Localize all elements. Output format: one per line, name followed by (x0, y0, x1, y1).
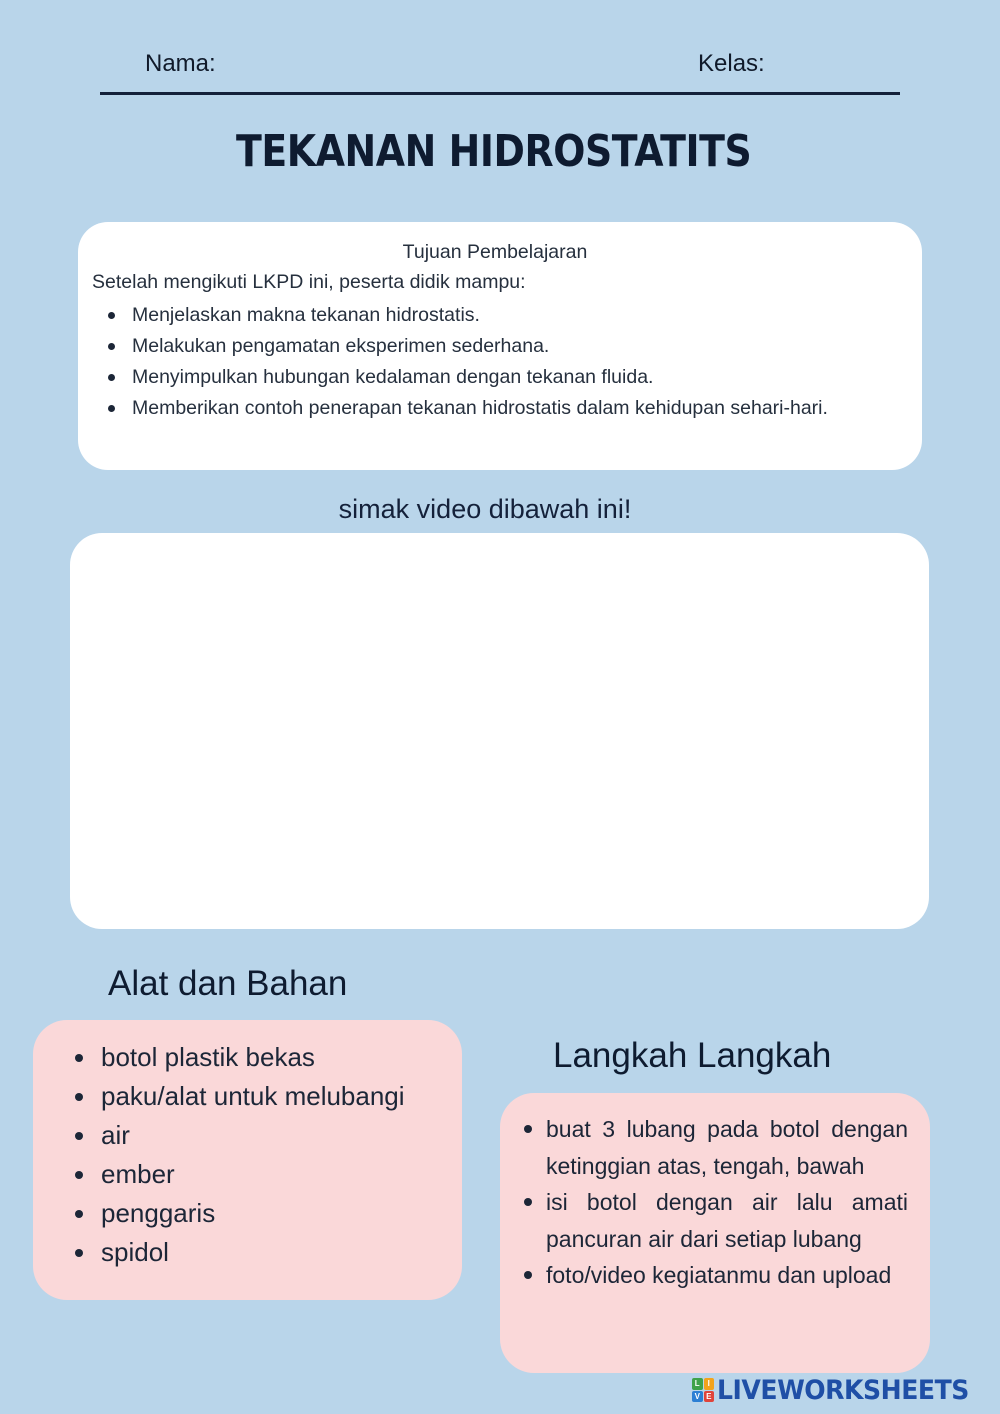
material-item: ember (101, 1155, 452, 1194)
name-label: Nama: (145, 50, 216, 77)
step-item: isi botol dengan air lalu amati pancuran air dari setiap lubang (546, 1184, 908, 1257)
class-label: Kelas: (698, 50, 765, 77)
liveworksheets-brand[interactable] (692, 1374, 988, 1406)
objectives-list (92, 300, 898, 424)
logo-cell: I (704, 1378, 715, 1390)
step-item: buat 3 lubang pada botol dengan ketinggian atas, tengah, bawah (546, 1111, 908, 1184)
objective-item: Menyimpulkan hubungan kedalaman dengan tekanan fluida. (132, 362, 898, 393)
logo-cell: E (704, 1391, 715, 1403)
materials-title: Alat dan Bahan (108, 964, 348, 1003)
steps-list (516, 1111, 908, 1294)
brand-name: LIVEWORKSHEETS (717, 1374, 969, 1406)
name-class-line (100, 92, 900, 95)
material-item: air (101, 1116, 452, 1155)
step-item: foto/video kegiatanmu dan upload (546, 1257, 908, 1294)
objectives-intro: Setelah mengikuti LKPD ini, peserta didik mampu: (92, 271, 526, 293)
materials-card (33, 1020, 462, 1300)
objectives-heading: Tujuan Pembelajaran (402, 241, 588, 263)
video-embed-area[interactable] (70, 533, 929, 929)
objective-item: Menjelaskan makna tekanan hidrostatis. (132, 300, 898, 331)
material-item: paku/alat untuk melubangi (101, 1077, 452, 1116)
liveworksheets-logo-icon (692, 1378, 714, 1402)
material-item: spidol (101, 1233, 452, 1272)
steps-card (500, 1093, 930, 1373)
material-item: botol plastik bekas (101, 1038, 452, 1077)
steps-title: Langkah Langkah (553, 1036, 832, 1075)
video-caption: simak video dibawah ini! (338, 494, 632, 524)
objectives-card (78, 222, 922, 470)
objective-item: Melakukan pengamatan eksperimen sederhana. (132, 331, 898, 362)
material-item: penggaris (101, 1194, 452, 1233)
materials-list (61, 1038, 452, 1272)
logo-cell: V (692, 1391, 703, 1403)
logo-cell: L (692, 1378, 703, 1390)
page-title: TEKANAN HIDROSTATITS (236, 126, 752, 177)
objective-item: Memberikan contoh penerapan tekanan hidrostatis dalam kehidupan sehari-hari. (132, 393, 898, 424)
